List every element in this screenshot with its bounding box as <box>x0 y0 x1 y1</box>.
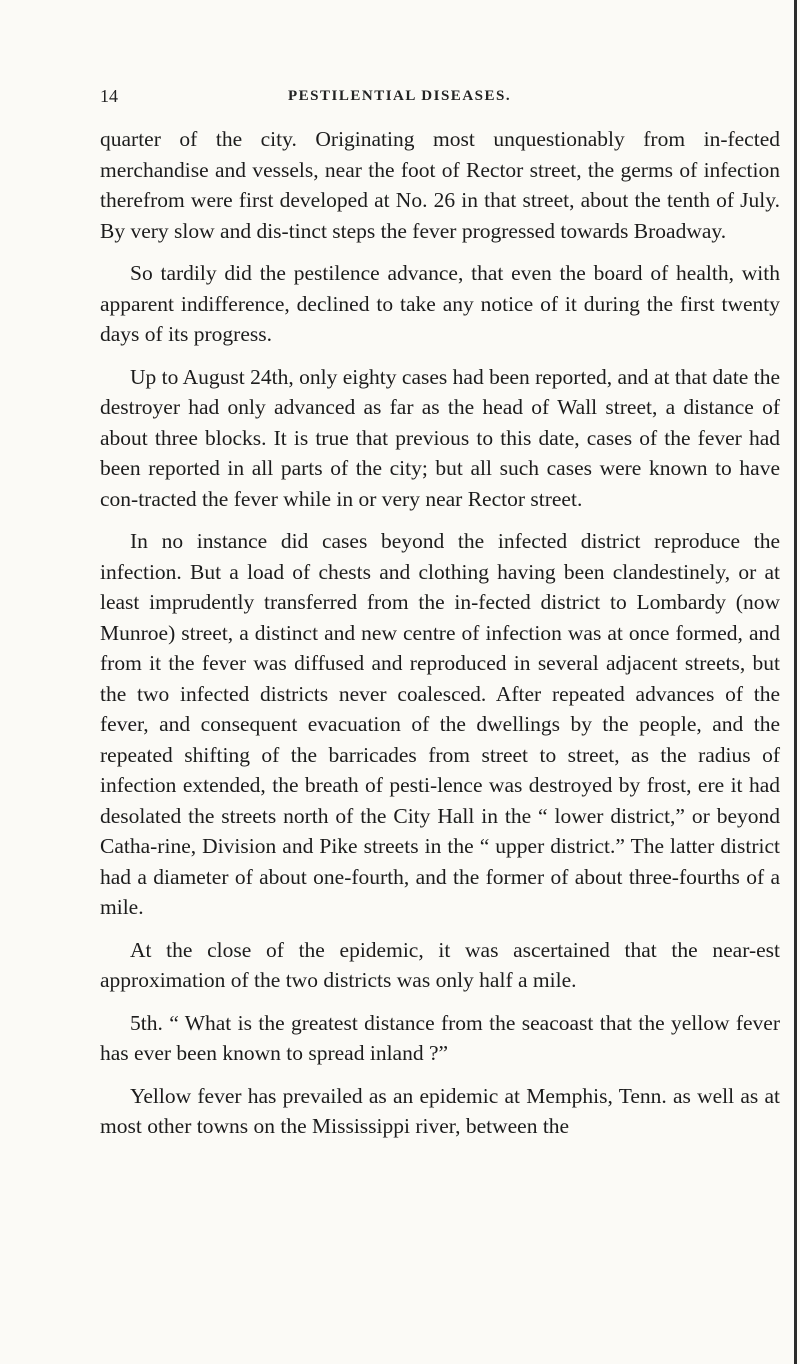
page-edge-line <box>794 0 797 1364</box>
question-paragraph: 5th. “ What is the greatest distance from the seacoast that the yellow fever has ever been known to spread inland ?” <box>100 1010 780 1065</box>
paragraph: At the close of the epidemic, it was ascertained that the near-est approximation of the two districts was only half a mile. <box>100 937 780 992</box>
paragraph-continuation: quarter of the city. Originating most unquestionably from in-fected merchandise and vessels, near the foot of Rector street, the germs of infection therefrom were first developed at No. 26 in that street, about the tenth of July. By very slow and dis-tinct steps the fever progressed towards Broadway. <box>100 127 780 243</box>
paragraph: In no instance did cases beyond the infected district reproduce the infection. But a load of chests and clothing having been clandestinely, or at least imprudently transferred from the in-fected district to Lombardy (now Munroe) street, a distinct and new centre of infection was at once formed, and from it the fever was diffused and reproduced in several adjacent streets, but the two infected districts never coalesced. After repeated advances of the fever, and consequent evacuation of the dwellings by the people, and the repeated shifting of the barricades from street to street, as the radius of infection extended, the breath of pesti-lence was destroyed by frost, ere it had desolated the streets north of the City Hall in the “ lower district,” or beyond Catha-rine, Division and Pike streets in the “ upper district.” The latter district had a diameter of about one-fourth, and the former of about three-fourths of a mile. <box>100 529 780 919</box>
page-header <box>100 86 800 110</box>
paragraph: Up to August 24th, only eighty cases had been reported, and at that date the destroyer had only advanced as far as the head of Wall street, a distance of about three blocks. It is true that previous to this date, cases of the fever had been reported in all parts of the city; but all such cases were known to have con-tracted the fever while in or very near Rector street. <box>100 364 780 511</box>
paragraph: Yellow fever has prevailed as an epidemic at Memphis, Tenn. as well as at most other towns on the Mississippi river, between the <box>100 1083 780 1138</box>
paragraph: So tardily did the pestilence advance, that even the board of health, with apparent indifference, declined to take any notice of it during the first twenty days of its progress. <box>100 261 780 346</box>
running-title: PESTILENTIAL DISEASES. <box>288 88 512 104</box>
body-text <box>100 124 780 1154</box>
page-number: 14 <box>100 86 118 106</box>
